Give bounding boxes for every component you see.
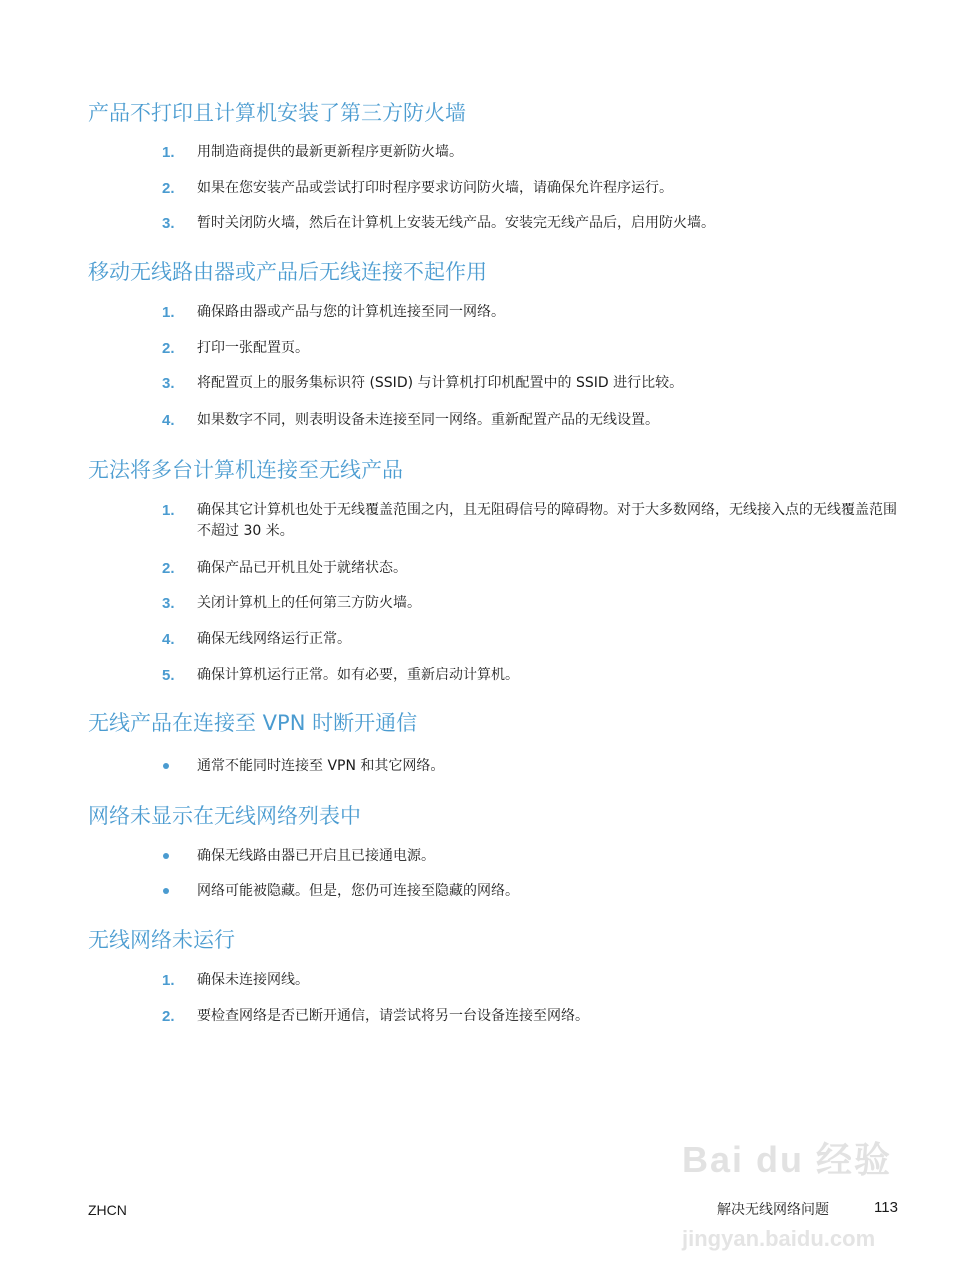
list-text: 暂时关闭防火墙，然后在计算机上安装无线产品。安装完无线产品后，启用防火墙。	[197, 215, 715, 231]
list-text: 确保计算机运行正常。如有必要，重新启动计算机。	[197, 667, 519, 683]
bullet-icon	[163, 888, 169, 894]
list-text: 确保产品已开机且处于就绪状态。	[197, 560, 407, 576]
list-number: 1.	[162, 144, 175, 161]
list-text: 确保无线路由器已开启且已接通电源。	[197, 848, 435, 864]
list-text: 确保无线网络运行正常。	[197, 631, 351, 647]
list-number: 3.	[162, 595, 175, 612]
heading-multiple-computers: 无法将多台计算机连接至无线产品	[88, 458, 403, 482]
list-number: 2.	[162, 340, 175, 357]
bullet-icon	[163, 853, 169, 859]
heading-network-not-listed: 网络未显示在无线网络列表中	[88, 804, 361, 828]
footer-locale: ZHCN	[88, 1202, 127, 1218]
list-number: 2.	[162, 180, 175, 197]
list-text: 确保其它计算机也处于无线覆盖范围之内，且无阻碍信号的障碍物。对于大多数网络，无线接入点的无线覆盖范围不超过 30 米。	[197, 502, 897, 539]
list-text: 如果在您安装产品或尝试打印时程序要求访问防火墙，请确保允许程序运行。	[197, 180, 673, 196]
list-number: 3.	[162, 375, 175, 392]
list-number: 2.	[162, 1008, 175, 1025]
list-text: 通常不能同时连接至 VPN 和其它网络。	[197, 758, 445, 774]
list-text: 要检查网络是否已断开通信，请尝试将另一台设备连接至网络。	[197, 1008, 589, 1024]
list-number: 1.	[162, 304, 175, 321]
heading-router-moved: 移动无线路由器或产品后无线连接不起作用	[88, 260, 487, 284]
list-text: 确保未连接网线。	[197, 972, 309, 988]
footer-chapter: 解决无线网络问题	[717, 1202, 829, 1218]
list-text: 用制造商提供的最新更新程序更新防火墙。	[197, 144, 463, 160]
heading-network-not-working: 无线网络未运行	[88, 928, 235, 952]
list-text: 网络可能被隐藏。但是，您仍可连接至隐藏的网络。	[197, 883, 519, 899]
list-text: 如果数字不同，则表明设备未连接至同一网络。重新配置产品的无线设置。	[197, 412, 659, 428]
list-text: 将配置页上的服务集标识符 (SSID) 与计算机打印机配置中的 SSID 进行比较。	[197, 375, 684, 391]
list-number: 2.	[162, 560, 175, 577]
list-number: 5.	[162, 667, 175, 684]
list-number: 1.	[162, 972, 175, 989]
list-text: 打印一张配置页。	[197, 340, 309, 356]
heading-firewall: 产品不打印且计算机安装了第三方防火墙	[88, 101, 466, 125]
list-number: 4.	[162, 631, 175, 648]
baidu-watermark	[682, 1138, 922, 1258]
list-text: 关闭计算机上的任何第三方防火墙。	[197, 595, 421, 611]
watermark-brand: Bai du 经验	[682, 1139, 893, 1180]
watermark-url: jingyan.baidu.com	[682, 1226, 876, 1251]
heading-vpn: 无线产品在连接至 VPN 时断开通信	[88, 711, 418, 735]
list-text: 确保路由器或产品与您的计算机连接至同一网络。	[197, 304, 505, 320]
list-number: 1.	[162, 502, 175, 519]
list-number: 3.	[162, 215, 175, 232]
bullet-icon	[163, 763, 169, 769]
page-number: 113	[874, 1199, 898, 1216]
list-number: 4.	[162, 412, 175, 429]
